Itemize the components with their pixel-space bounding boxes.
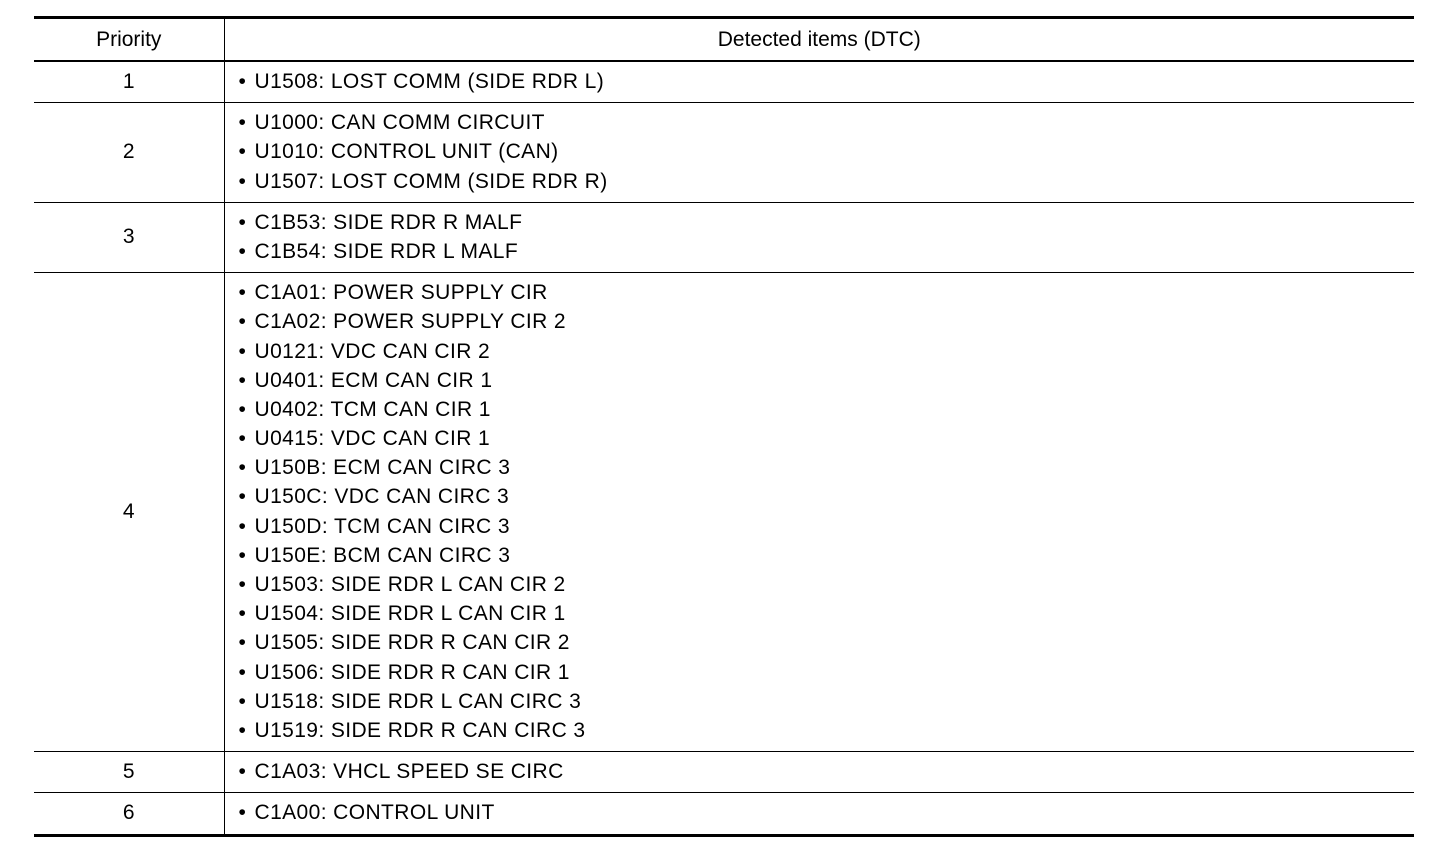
priority-cell: 2 [34, 103, 224, 203]
dtc-item: • U0121: VDC CAN CIR 2 [239, 337, 1415, 366]
table-row [34, 103, 1414, 203]
table-row [34, 752, 1414, 793]
priority-cell: 3 [34, 202, 224, 272]
dtc-item: • C1B53: SIDE RDR R MALF [239, 208, 1415, 237]
dtc-list [225, 798, 1415, 827]
dtc-item: • U150B: ECM CAN CIRC 3 [239, 453, 1415, 482]
dtc-list [225, 278, 1415, 745]
dtc-item: • U1506: SIDE RDR R CAN CIR 1 [239, 658, 1415, 687]
detected-items-cell [224, 273, 1414, 752]
dtc-item: • C1A03: VHCL SPEED SE CIRC [239, 757, 1415, 786]
dtc-list [225, 67, 1415, 96]
dtc-list [225, 757, 1415, 786]
table-row [34, 202, 1414, 272]
dtc-item: • U1504: SIDE RDR L CAN CIR 1 [239, 599, 1415, 628]
dtc-item: • U1503: SIDE RDR L CAN CIR 2 [239, 570, 1415, 599]
priority-column-header: Priority [34, 18, 224, 62]
priority-cell: 1 [34, 61, 224, 103]
dtc-item: • U1000: CAN COMM CIRCUIT [239, 108, 1415, 137]
dtc-item: • C1A01: POWER SUPPLY CIR [239, 278, 1415, 307]
dtc-list [225, 108, 1415, 196]
dtc-item: • U1505: SIDE RDR R CAN CIR 2 [239, 628, 1415, 657]
priority-cell: 6 [34, 793, 224, 835]
detected-items-cell [224, 202, 1414, 272]
dtc-item: • U0415: VDC CAN CIR 1 [239, 424, 1415, 453]
detected-items-cell [224, 752, 1414, 793]
priority-cell: 4 [34, 273, 224, 752]
table-row [34, 273, 1414, 752]
dtc-priority-table [34, 16, 1414, 837]
dtc-item: • C1B54: SIDE RDR L MALF [239, 237, 1415, 266]
dtc-item: • U150E: BCM CAN CIRC 3 [239, 541, 1415, 570]
dtc-item: • U150D: TCM CAN CIRC 3 [239, 512, 1415, 541]
detected-items-cell [224, 793, 1414, 835]
table-row [34, 793, 1414, 835]
dtc-item: • C1A02: POWER SUPPLY CIR 2 [239, 307, 1415, 336]
table-row [34, 61, 1414, 103]
detected-items-column-header: Detected items (DTC) [224, 18, 1414, 62]
table-header-row [34, 18, 1414, 62]
dtc-item: • U1010: CONTROL UNIT (CAN) [239, 137, 1415, 166]
dtc-item: • U0401: ECM CAN CIR 1 [239, 366, 1415, 395]
detected-items-cell [224, 61, 1414, 103]
dtc-item: • U1519: SIDE RDR R CAN CIRC 3 [239, 716, 1415, 745]
detected-items-cell [224, 103, 1414, 203]
table-body [34, 61, 1414, 835]
priority-cell: 5 [34, 752, 224, 793]
dtc-item: • U150C: VDC CAN CIRC 3 [239, 482, 1415, 511]
dtc-item: • U1508: LOST COMM (SIDE RDR L) [239, 67, 1415, 96]
dtc-item: • U0402: TCM CAN CIR 1 [239, 395, 1415, 424]
dtc-item: • C1A00: CONTROL UNIT [239, 798, 1415, 827]
dtc-list [225, 208, 1415, 266]
dtc-item: • U1507: LOST COMM (SIDE RDR R) [239, 167, 1415, 196]
dtc-item: • U1518: SIDE RDR L CAN CIRC 3 [239, 687, 1415, 716]
